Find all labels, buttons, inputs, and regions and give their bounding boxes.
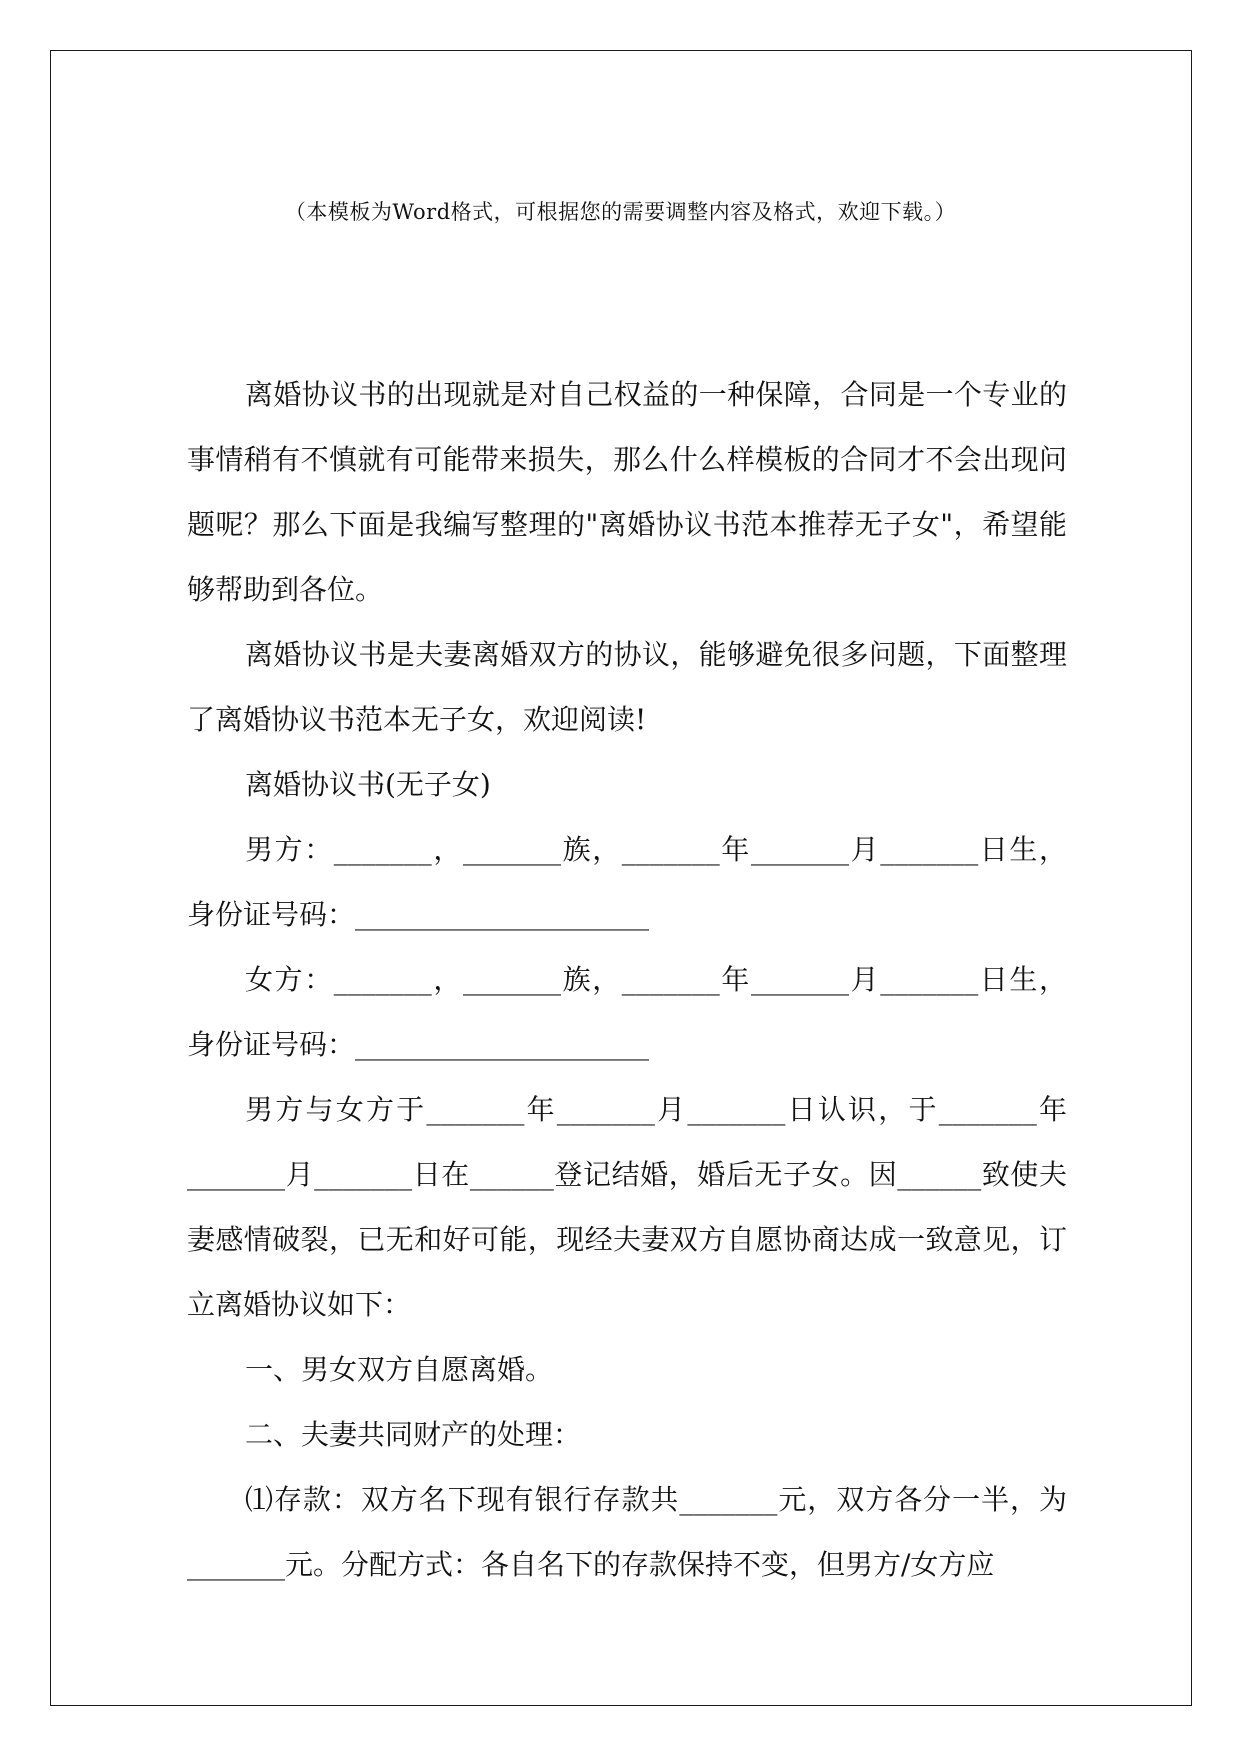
clause-two: 二、夫妻共同财产的处理： xyxy=(245,1418,582,1451)
clause-one: 一、男女双方自愿离婚。 xyxy=(245,1353,554,1386)
summary-paragraph: 离婚协议书是夫妻离婚双方的协议，能够避免很多问题，下面整理了离婚协议书范本无子女，欢迎阅读! xyxy=(187,638,1067,736)
female-party-line: 女方：_______，_______族，_______年_______月_______日生，身份证号码：_____________________ xyxy=(187,963,1067,1061)
template-notice: （本模板为Word格式，可根据您的需要调整内容及格式，欢迎下载。） xyxy=(284,200,957,224)
agreement-title: 离婚协议书(无子女) xyxy=(245,768,491,801)
marriage-background-paragraph: 男方与女方于_______年_______月_______日认识，于_______年_______月_______日在______登记结婚，婚后无子女。因______致使夫妻感情破裂，已无和好可能，现经夫妻双方自愿协商达成一致意见，订立离婚协议如下： xyxy=(187,1093,1067,1321)
intro-paragraph: 离婚协议书的出现就是对自己权益的一种保障，合同是一个专业的事情稍有不慎就有可能带来损失，那么什么样模板的合同才不会出现问题呢？那么下面是我编写整理的"离婚协议书范本推荐无子女"，希望能够帮助到各位。 xyxy=(187,378,1067,606)
document-body xyxy=(187,362,1067,1597)
male-party-line: 男方：_______，_______族，_______年_______月_______日生，身份证号码：_____________________ xyxy=(187,833,1067,931)
clause-two-deposits: ⑴存款：双方名下现有银行存款共_______元，双方各分一半，为_______元。分配方式：各自名下的存款保持不变，但男方/女方应 xyxy=(187,1483,1067,1581)
